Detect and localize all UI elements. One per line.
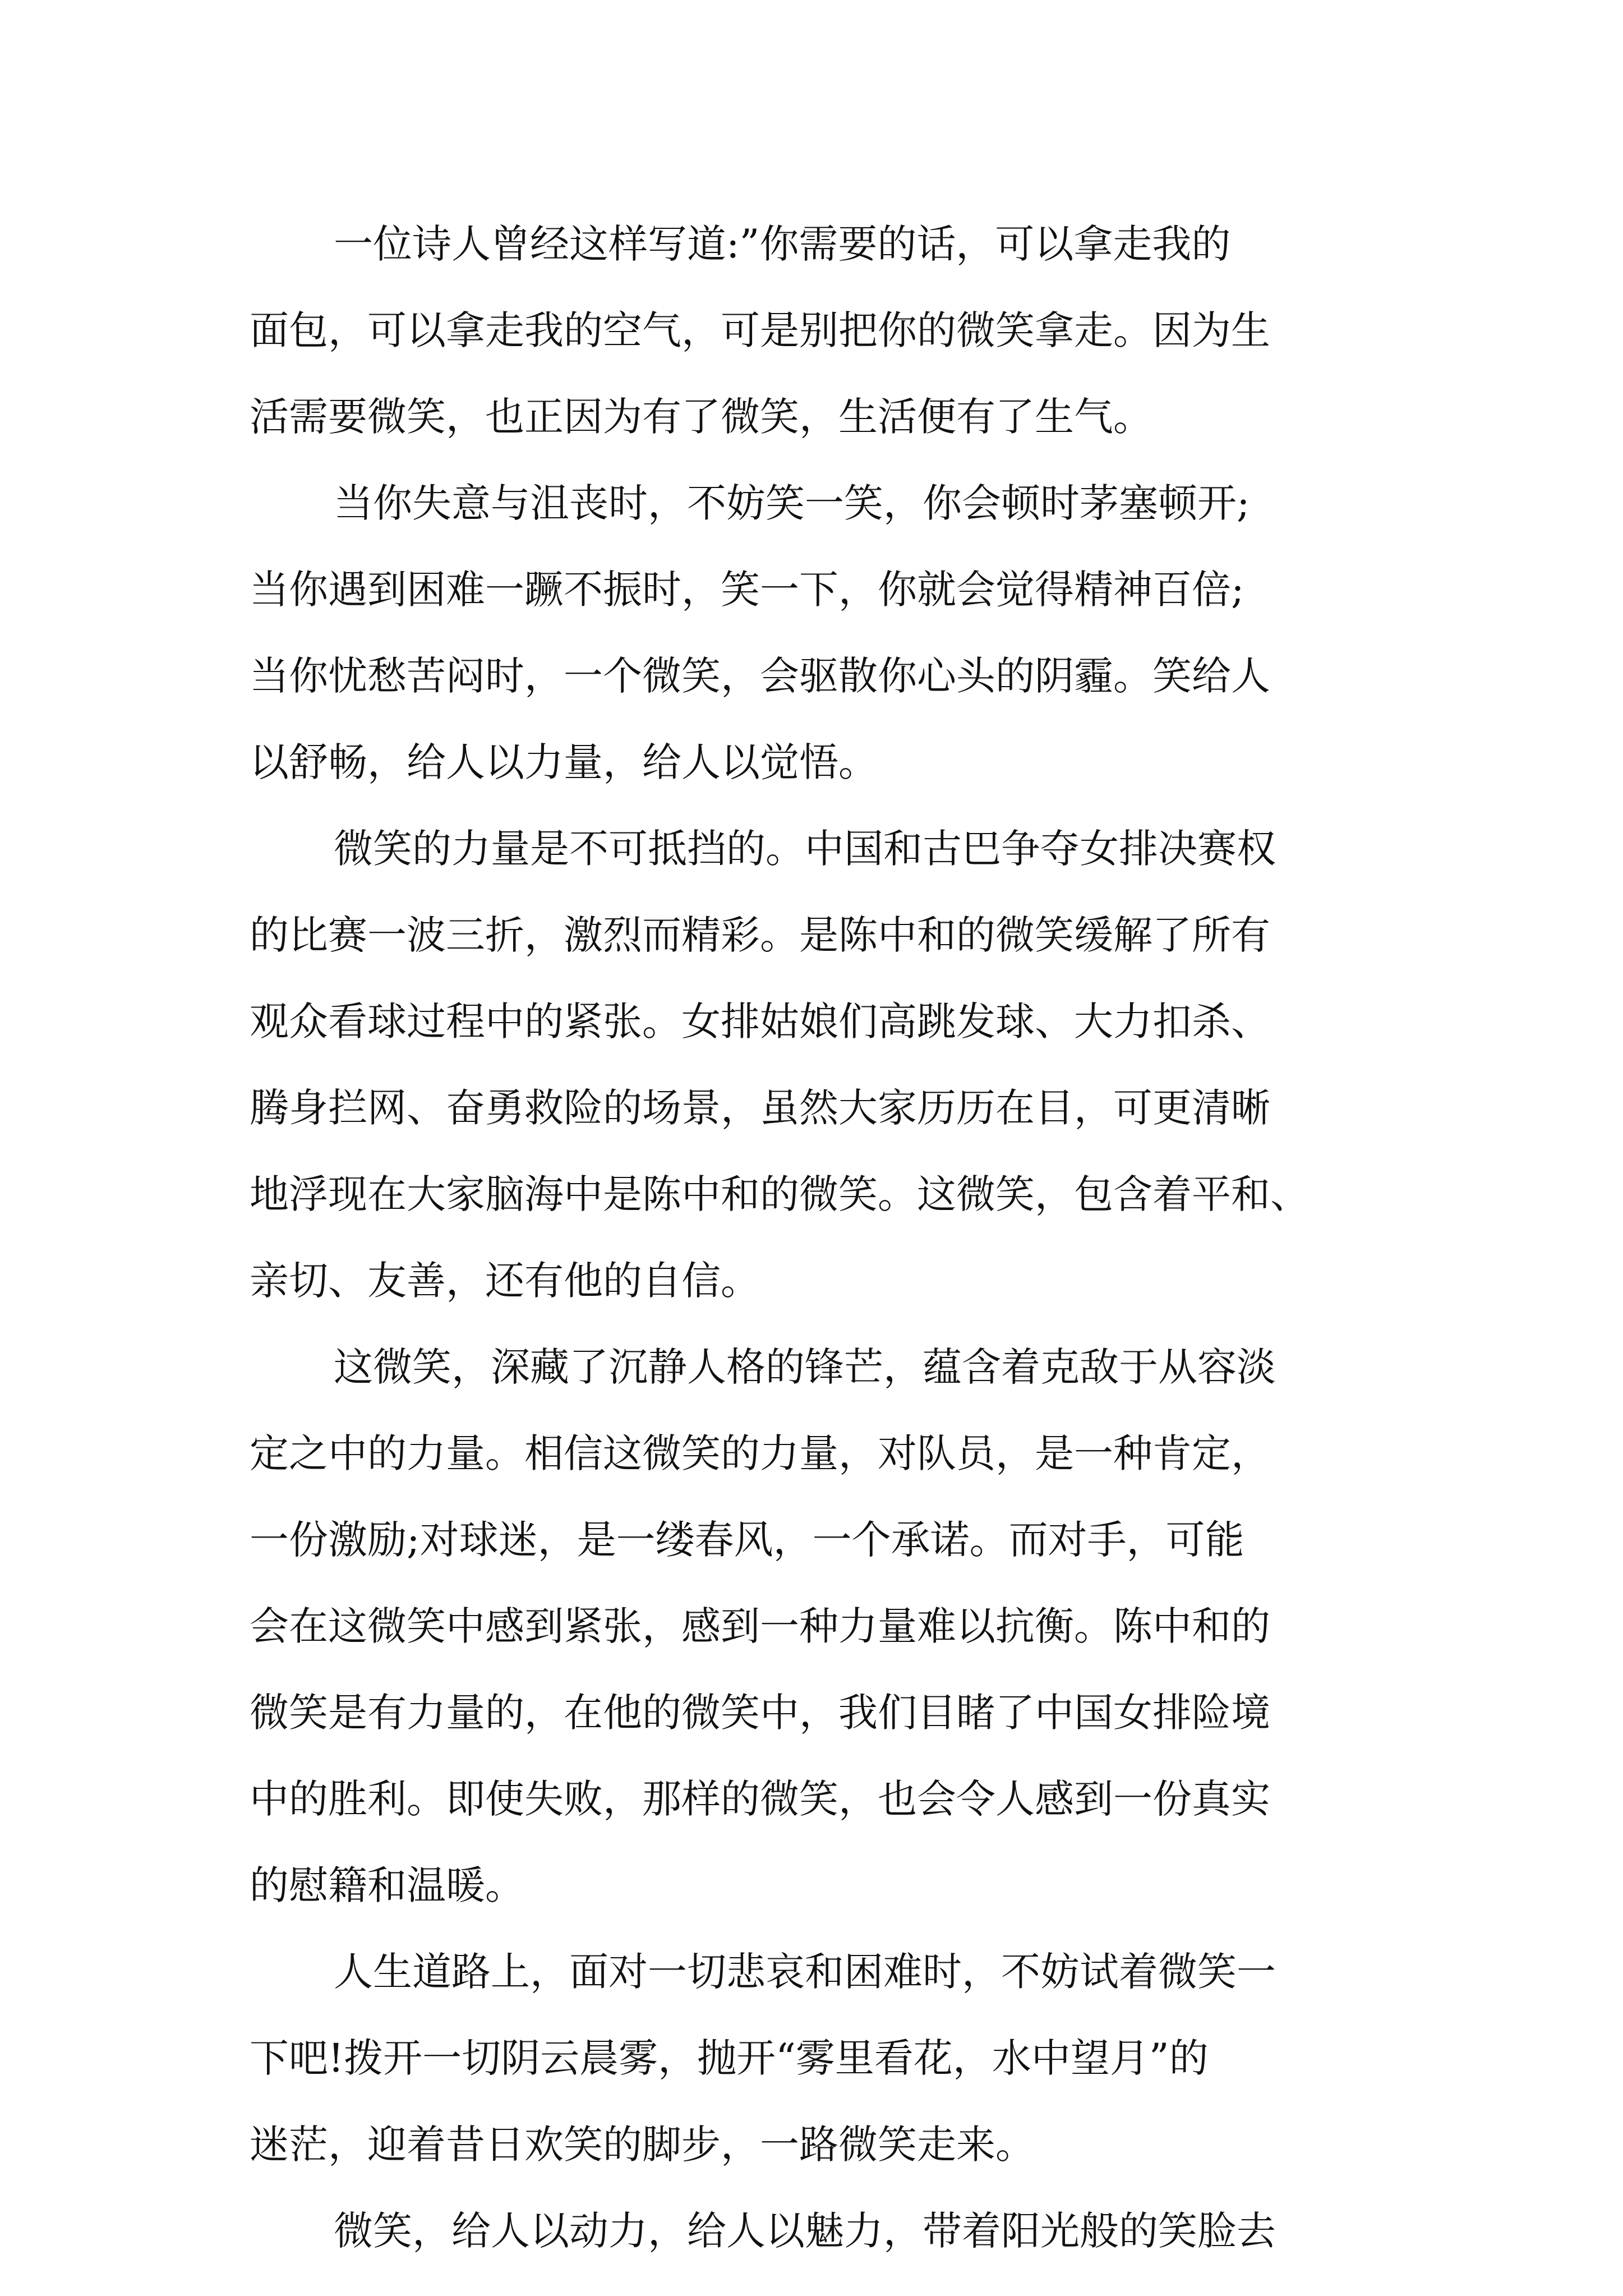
essay-body: [250, 201, 1388, 2274]
paragraph-3-line-1: 微笑的力量是不可抵挡的。中国和古巴争夺女排决赛权: [334, 826, 1276, 872]
paragraph-5-line-2: 下吧!拨开一切阴云晨雾，抛开“雾里看花，水中望月”的: [250, 2035, 1209, 2081]
paragraph-4-line-6: 中的胜利。即使失败，那样的微笑，也会令人感到一份真实: [250, 1776, 1270, 1822]
paragraph-1-line-3: 活需要微笑，也正因为有了微笑，生活便有了生气。: [250, 394, 1152, 440]
paragraph-3-line-5: 地浮现在大家脑海中是陈中和的微笑。这微笑，包含着平和、: [250, 1171, 1310, 1217]
paragraph-4-line-7: 的慰籍和温暖。: [250, 1862, 524, 1908]
paragraph-2-line-2: 当你遇到困难一蹶不振时，笑一下，你就会觉得精神百倍;: [250, 567, 1244, 613]
paragraph-3-line-4: 腾身拦网、奋勇救险的场景，虽然大家历历在目，可更清晰: [250, 1085, 1270, 1131]
paragraph-3-line-2: 的比赛一波三折，激烈而精彩。是陈中和的微笑缓解了所有: [250, 912, 1270, 958]
paragraph-2-line-1: 当你失意与沮丧时，不妨笑一笑，你会顿时茅塞顿开;: [334, 480, 1250, 526]
paragraph-4-line-5: 微笑是有力量的，在他的微笑中，我们目睹了中国女排险境: [250, 1690, 1270, 1736]
paragraph-1-line-1: 一位诗人曾经这样写道:”你需要的话，可以拿走我的: [334, 221, 1231, 267]
paragraph-2-line-3: 当你忧愁苦闷时，一个微笑，会驱散你心头的阴霾。笑给人: [250, 653, 1270, 699]
paragraph-4-line-3: 一份激励;对球迷，是一缕春风，一个承诺。而对手，可能: [250, 1517, 1244, 1563]
paragraph-5-line-1: 人生道路上，面对一切悲哀和困难时，不妨试着微笑一: [334, 1949, 1276, 1995]
paragraph-3-line-6: 亲切、友善，还有他的自信。: [250, 1258, 760, 1304]
paragraph-4-line-1: 这微笑，深藏了沉静人格的锋芒，蕴含着克敌于从容淡: [334, 1344, 1276, 1390]
paragraph-4-line-4: 会在这微笑中感到紧张，感到一种力量难以抗衡。陈中和的: [250, 1603, 1270, 1649]
paragraph-1-line-2: 面包，可以拿走我的空气，可是别把你的微笑拿走。因为生: [250, 307, 1270, 353]
paragraph-5-line-3: 迷茫，迎着昔日欢笑的脚步，一路微笑走来。: [250, 2122, 1035, 2168]
paragraph-4-line-2: 定之中的力量。相信这微笑的力量，对队员，是一种肯定，: [250, 1430, 1270, 1476]
paragraph-2-line-4: 以舒畅，给人以力量，给人以觉悟。: [250, 739, 878, 785]
paragraph-3-line-3: 观众看球过程中的紧张。女排姑娘们高跳发球、大力扣杀、: [250, 999, 1270, 1045]
paragraph-6-line-1: 微笑，给人以动力，给人以魅力，带着阳光般的笑脸去: [334, 2208, 1276, 2254]
